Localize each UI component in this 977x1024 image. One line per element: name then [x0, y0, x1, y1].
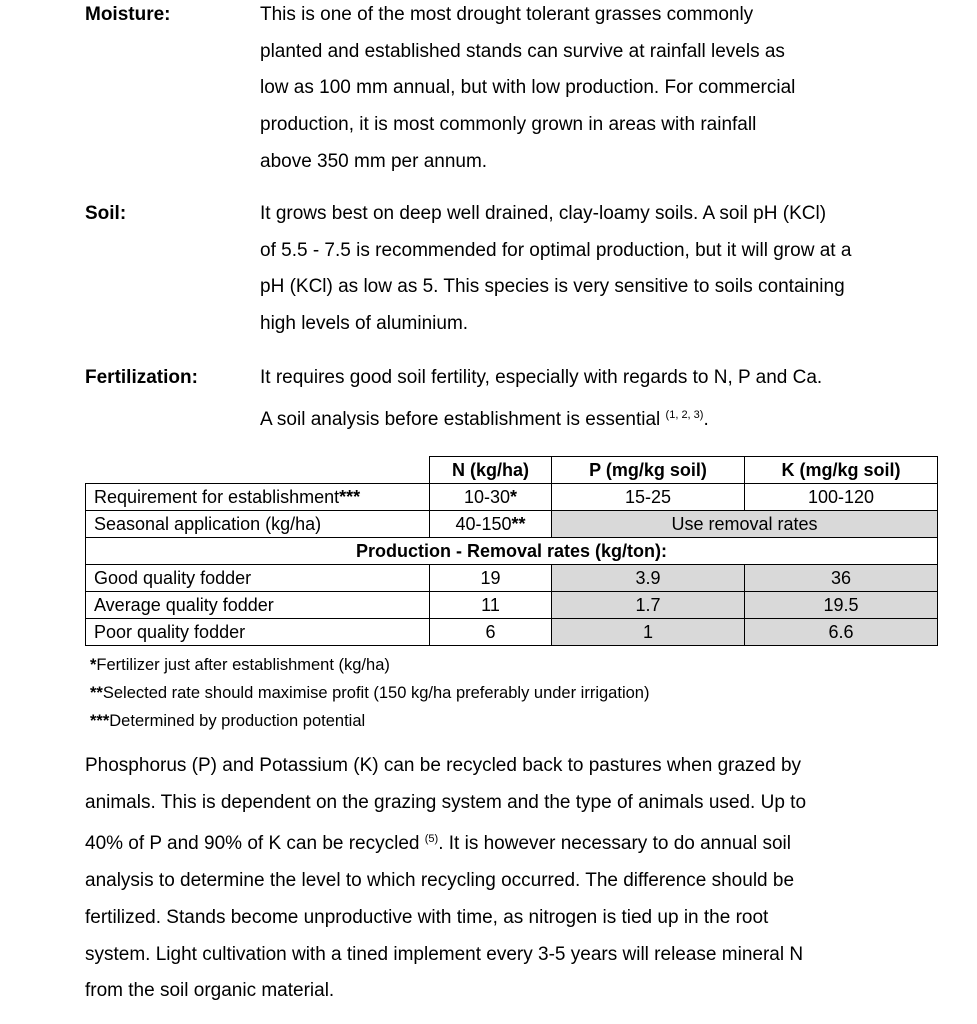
soil-label: Soil: — [85, 203, 127, 224]
fertilization-text — [260, 360, 940, 438]
soil-text — [260, 196, 940, 343]
table-row — [86, 565, 938, 592]
cell-pk-merged: Use removal rates — [552, 511, 938, 538]
cell-n: 6 — [430, 619, 552, 646]
row-label — [86, 484, 430, 511]
nutrient-table — [85, 456, 938, 646]
cell-n — [430, 484, 552, 511]
moisture-line: production, it is most commonly grown in areas with rainfall — [260, 114, 757, 136]
row-label: Good quality fodder — [86, 565, 430, 592]
table-row-seasonal — [86, 511, 938, 538]
paragraph-line — [85, 821, 885, 863]
footnote-mark: * — [90, 656, 97, 674]
cell-p: 3.9 — [552, 565, 745, 592]
column-header-k: K (mg/kg soil) — [745, 457, 938, 484]
fertilization-label: Fertilization: — [85, 367, 198, 388]
paragraph-line: from the soil organic material. — [85, 980, 335, 1002]
row-label: Average quality fodder — [86, 592, 430, 619]
cell-n: 11 — [430, 592, 552, 619]
cell-k: 36 — [745, 565, 938, 592]
footnote-text: Fertilizer just after establishment (kg/ha) — [96, 656, 390, 674]
footnote — [90, 707, 649, 735]
soil-line: of 5.5 - 7.5 is recommended for optimal production, but it will grow at a — [260, 239, 852, 261]
cell-n — [430, 511, 552, 538]
table-row-requirement — [86, 484, 938, 511]
cell-n-value: 10-30 — [463, 487, 511, 507]
moisture-label: Moisture: — [85, 4, 171, 25]
soil-line: It grows best on deep well drained, clay-loamy soils. A soil pH (KCl) — [260, 203, 827, 224]
moisture-line: planted and established stands can survive at rainfall levels as — [260, 40, 785, 62]
row-label: Poor quality fodder — [86, 619, 430, 646]
moisture-line: low as 100 mm annual, but with low production. For commercial — [260, 77, 796, 99]
paragraph-line-end: . It is however necessary to do annual soil — [438, 833, 791, 855]
paragraph-line: fertilized. Stands become unproductive with time, as nitrogen is tied up in the root — [85, 906, 769, 928]
moisture-text — [260, 0, 940, 181]
moisture-line: This is one of the most drought tolerant grasses commonly — [260, 4, 754, 25]
soil-line: pH (KCl) as low as 5. This species is very sensitive to soils containing — [260, 276, 845, 298]
cell-p: 15-25 — [552, 484, 745, 511]
cell-k: 6.6 — [745, 619, 938, 646]
cell-n-value: 40-150 — [455, 514, 512, 534]
footnote-mark: *** — [339, 487, 361, 507]
fertilization-line-end: . — [703, 408, 709, 430]
footnote-mark: *** — [90, 712, 110, 730]
paragraph-line: system. Light cultivation with a tined implement every 3-5 years will release mineral N — [85, 943, 804, 965]
footnote-mark: * — [510, 487, 518, 507]
cell-p: 1 — [552, 619, 745, 646]
soil-line: high levels of aluminium. — [260, 313, 469, 335]
footnote-text: Selected rate should maximise profit (150 kg/ha preferably under irrigation) — [102, 684, 650, 702]
paragraph-line: Phosphorus (P) and Potassium (K) can be recycled back to pastures when grazed by — [85, 755, 802, 776]
paragraph-line: animals. This is dependent on the grazing system and the type of animals used. Up to — [85, 791, 807, 813]
footnote — [90, 679, 649, 707]
table-row — [86, 592, 938, 619]
cell-k: 100-120 — [745, 484, 938, 511]
row-label: Seasonal application (kg/ha) — [86, 511, 430, 538]
cell-n: 19 — [430, 565, 552, 592]
footnote-text: Determined by production potential — [109, 712, 366, 730]
production-header: Production - Removal rates (kg/ton): — [86, 538, 938, 565]
row-label-text: Requirement for establishment — [94, 487, 340, 507]
column-header-n: N (kg/ha) — [430, 457, 552, 484]
recycling-paragraph — [85, 748, 885, 1010]
fertilization-line: It requires good soil fertility, especially with regards to N, P and Ca. — [260, 367, 823, 388]
paragraph-line-text: 40% of P and 90% of K can be recycled — [85, 833, 425, 855]
cell-k: 19.5 — [745, 592, 938, 619]
column-header-p: P (mg/kg soil) — [552, 457, 745, 484]
footnote — [90, 651, 649, 679]
fertilization-line — [260, 397, 940, 439]
table-header-empty — [86, 457, 430, 484]
fertilization-line-text: A soil analysis before establishment is essential — [260, 408, 666, 430]
table-header-row — [86, 457, 938, 484]
citation-reference: (5) — [424, 833, 439, 846]
citation-reference: (1, 2, 3) — [665, 408, 704, 421]
table-row-production-header — [86, 538, 938, 565]
footnote-mark: ** — [511, 514, 526, 534]
table-row — [86, 619, 938, 646]
cell-p: 1.7 — [552, 592, 745, 619]
footnote-mark: ** — [90, 684, 103, 702]
paragraph-line: analysis to determine the level to which recycling occurred. The difference should be — [85, 870, 795, 892]
table-footnotes — [90, 651, 649, 735]
moisture-line: above 350 mm per annum. — [260, 150, 488, 172]
